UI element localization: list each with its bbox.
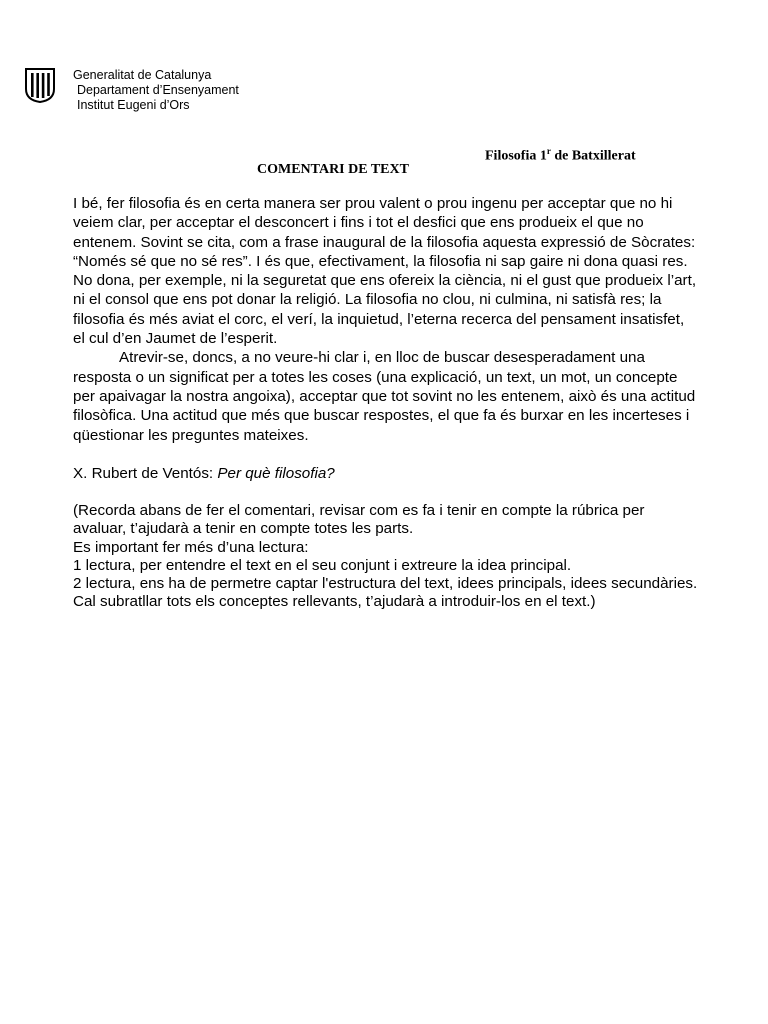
instructions-block — [73, 502, 699, 611]
document-title: COMENTARI DE TEXT — [257, 162, 409, 177]
institution-header — [73, 68, 239, 113]
instruction-line-5: Cal subratllar tots els conceptes rellevants, t’ajudarà a introduir-los en el text.) — [73, 593, 596, 611]
org-line-department: Departament d’Ensenyament — [77, 83, 239, 97]
instruction-line-3: 1 lectura, per entendre el text en el seu conjunt i extreure la idea principal. — [73, 556, 572, 574]
course-ordinal: r — [546, 146, 551, 156]
generalitat-logo-icon — [24, 67, 56, 104]
document-body — [73, 194, 699, 611]
course-prefix: Filosofia 1 — [485, 148, 547, 164]
text-paragraph-1: I bé, fer filosofia és en certa manera ser prou valent o prou ingenu per acceptar que no hi veiem clar, per acceptar el desconcert i fins i tot el desfici que ens produeix el que no entenem. Sovint se cita, com a frase inaugural de la filosofia aquesta expressió de Sòcrates: “Només sé que no sé res”. I és que, efectivament, la filosofia ni sap gaire ni dona quasi res. No dona, per exemple, ni la seguretat que ens ofereix la ciència, ni el gust que produeix l’art, ni el consol que ens pot donar la religió. La filosofia no clou, ni culmina, ni satisfà res; la filosofia és més aviat el corc, el verí, la inquietud, l’eterna recerca del pensament insatisfet, el cul d’en Jaumet de l’esperit. — [73, 195, 697, 348]
instruction-line-4: 2 lectura, ens ha de permetre captar l'estructura del text, idees principals, idees secundàries. — [73, 574, 698, 592]
source-author: X. Rubert de Ventós: — [73, 464, 218, 482]
instruction-line-2: Es important fer més d’una lectura: — [73, 538, 309, 556]
course-suffix: de Batxillerat — [550, 148, 636, 164]
source-citation — [73, 464, 699, 483]
text-paragraph-2: Atrevir-se, doncs, a no veure-hi clar i, en lloc de buscar desesperadament una resposta o un significat per a totes les coses (una explicació, un text, un mot, un concepte per apaivagar la nostra angoixa), acceptar que tot sovint no les entenem, això és una actitud filosòfica. Una actitud que més que buscar respostes, el que fa és burxar en les incerteses i qüestionar les preguntes mateixes. — [73, 349, 696, 444]
org-line-generalitat: Generalitat de Catalunya — [73, 68, 212, 82]
org-line-school: Institut Eugeni d’Ors — [77, 98, 190, 112]
source-work: Per què filosofia? — [217, 464, 335, 482]
instruction-line-1: (Recorda abans de fer el comentari, revisar com es fa i tenir en compte la rúbrica per avaluar, t’ajudarà a tenir en compte totes les parts. — [73, 502, 645, 538]
course-label — [485, 146, 636, 165]
